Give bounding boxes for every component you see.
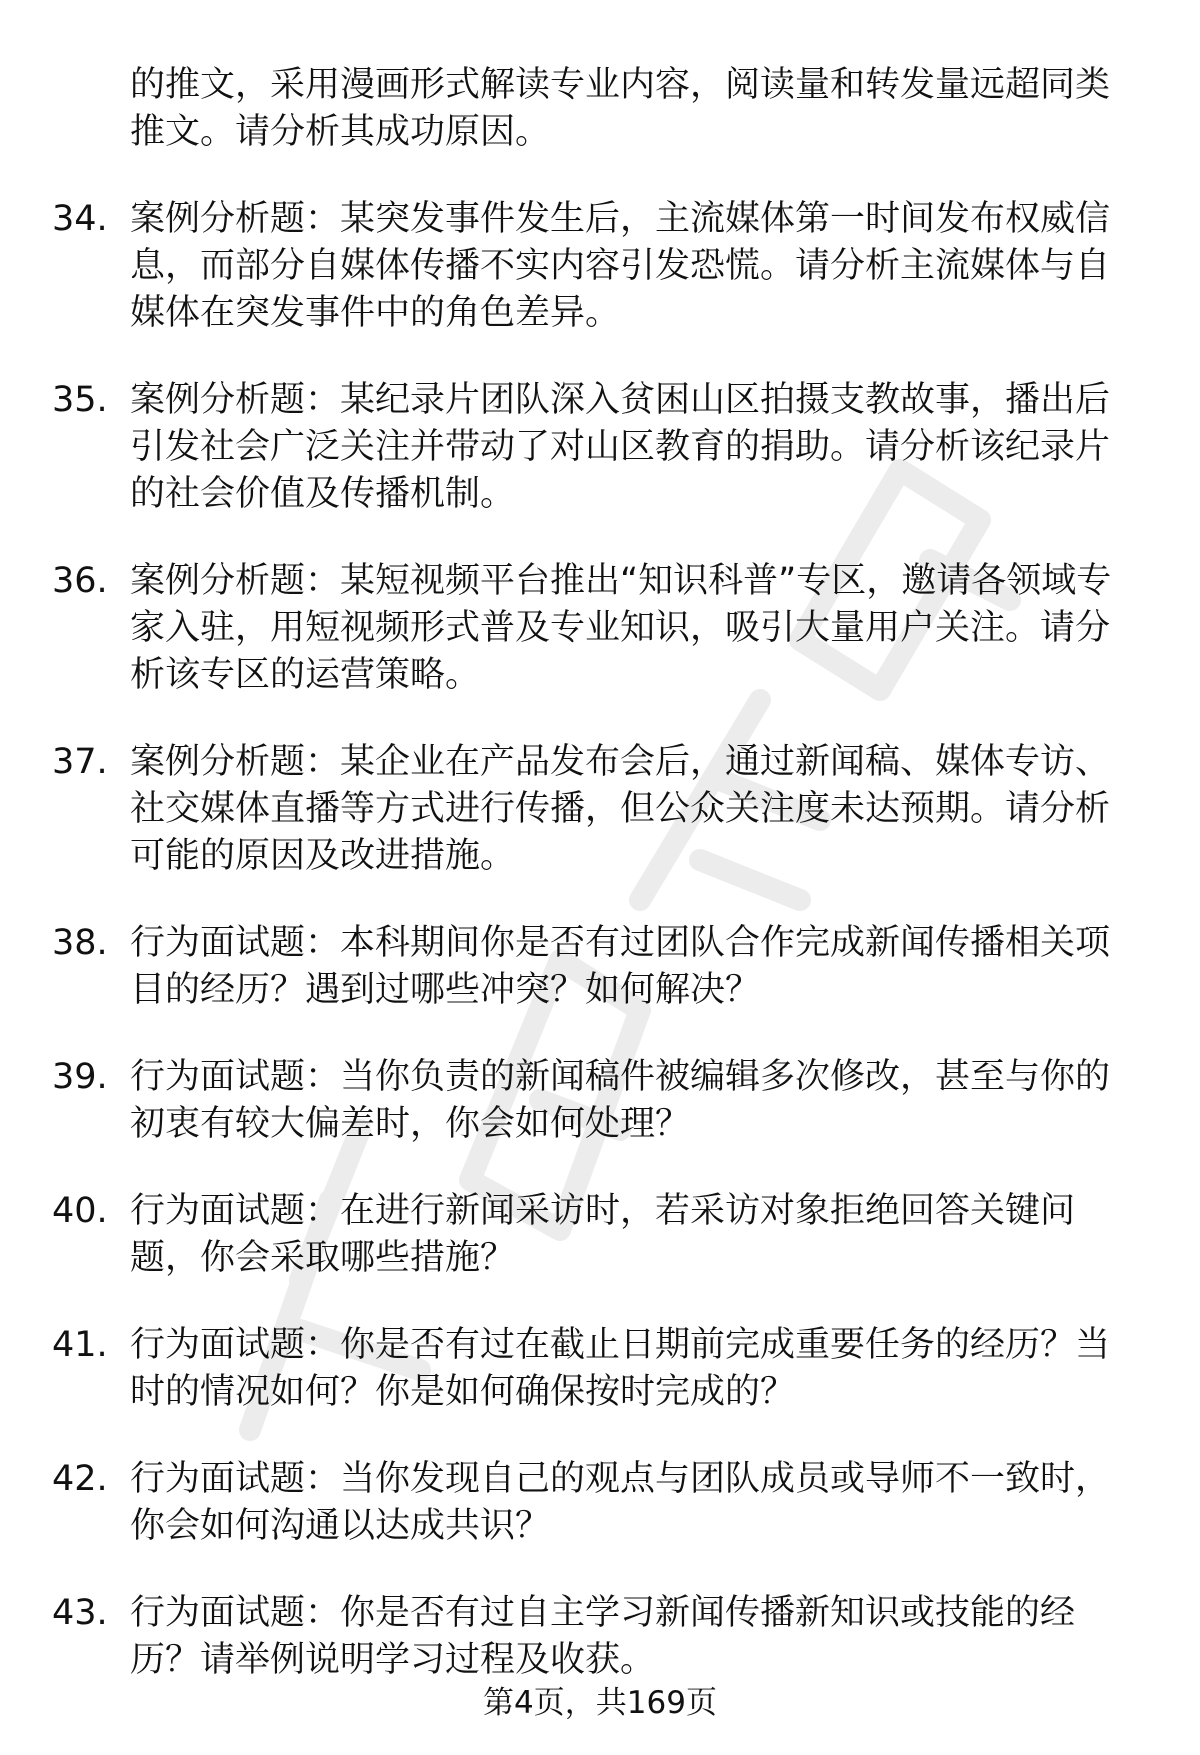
question-number: 40. — [52, 1191, 108, 1231]
question-number: 35. — [52, 380, 108, 420]
list-item — [52, 1188, 1140, 1282]
list-item — [52, 1456, 1140, 1550]
list-item — [52, 1590, 1140, 1684]
question-text: 行为面试题：你是否有过自主学习新闻传播新知识或技能的经历？请举例说明学习过程及收获。 — [130, 1593, 1076, 1680]
question-number: 43. — [52, 1593, 108, 1633]
question-text: 案例分析题：某突发事件发生后，主流媒体第一时间发布权威信息，而部分自媒体传播不实内容引发恐慌。请分析主流媒体与自媒体在突发事件中的角色差异。 — [130, 199, 1111, 333]
question-text: 案例分析题：某纪录片团队深入贫困山区拍摄支教故事，播出后引发社会广泛关注并带动了对山区教育的捐助。请分析该纪录片的社会价值及传播机制。 — [130, 380, 1111, 514]
page-number-footer: 第4页，共169页 — [483, 1685, 717, 1721]
question-number: 39. — [52, 1057, 108, 1097]
question-list — [0, 62, 1200, 1724]
question-number: 42. — [52, 1459, 108, 1499]
question-text: 行为面试题：当你发现自己的观点与团队成员或导师不一致时，你会如何沟通以达成共识？ — [130, 1459, 1111, 1546]
list-item — [52, 558, 1140, 699]
question-text: 行为面试题：当你负责的新闻稿件被编辑多次修改，甚至与你的初衷有较大偏差时，你会如何处理？ — [130, 1057, 1111, 1144]
question-number: 36. — [52, 561, 108, 601]
list-item — [52, 920, 1140, 1014]
question-text: 行为面试题：在进行新闻采访时，若采访对象拒绝回答关键问题，你会采取哪些措施？ — [130, 1191, 1076, 1278]
list-item — [52, 1322, 1140, 1416]
question-number: 41. — [52, 1325, 108, 1365]
continued-question-text: 的推文，采用漫画形式解读专业内容，阅读量和转发量远超同类推文。请分析其成功原因。 — [130, 65, 1111, 152]
list-item — [52, 1054, 1140, 1148]
question-number: 34. — [52, 199, 108, 239]
list-item — [52, 739, 1140, 880]
list-item — [52, 196, 1140, 337]
question-text: 案例分析题：某短视频平台推出“知识科普”专区，邀请各领域专家入驻，用短视频形式普及专业知识，吸引大量用户关注。请分析该专区的运营策略。 — [130, 561, 1112, 695]
question-text: 案例分析题：某企业在产品发布会后，通过新闻稿、媒体专访、社交媒体直播等方式进行传播，但公众关注度未达预期。请分析可能的原因及改进措施。 — [130, 742, 1111, 876]
question-text: 行为面试题：本科期间你是否有过团队合作完成新闻传播相关项目的经历？遇到过哪些冲突？如何解决？ — [130, 923, 1111, 1010]
question-number: 38. — [52, 923, 108, 963]
question-text: 行为面试题：你是否有过在截止日期前完成重要任务的经历？当时的情况如何？你是如何确保按时完成的？ — [130, 1325, 1111, 1412]
question-number: 37. — [52, 742, 108, 782]
list-item — [52, 377, 1140, 518]
